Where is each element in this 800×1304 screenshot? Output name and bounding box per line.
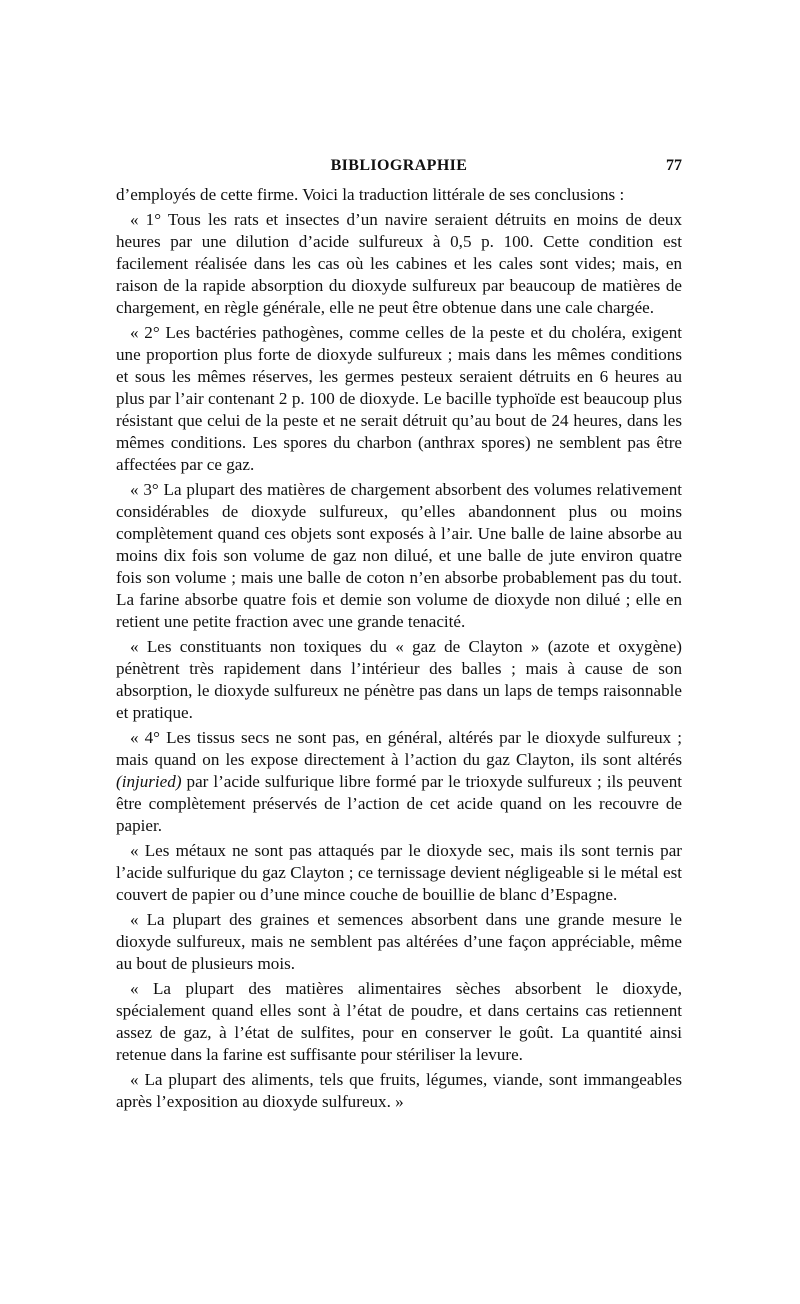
paragraph-fresh-foods: « La plupart des aliments, tels que fruits, légumes, viande, sont immangeables après l’exposition au dioxyde sulfureux. » — [116, 1070, 682, 1111]
paragraph-conclusion-4-after: par l’acide sulfurique libre formé par le trioxyde sulfureux ; ils peuvent être complètement préservés de l’action de cet acide quand on les recouvre de papier. — [116, 772, 682, 835]
page-number: 77 — [666, 157, 682, 174]
paragraph-conclusion-4 — [116, 727, 682, 837]
injuried-emphasis: (injuried) — [116, 772, 182, 791]
paragraph-conclusion-1: « 1° Tous les rats et insectes d’un navire seraient détruits en moins de deux heures par une dilution d’acide sulfureux à 0,5 p. 100. Cette condition est facilement réalisée dans les cas où les cabines et les cales sont vides; mais, en raison de la rapide absorption du dioxyde sulfureux par beaucoup de matières de chargement, en règle générale, elle ne peut être obtenue dans une cale chargée. — [116, 210, 682, 317]
running-head — [116, 157, 682, 179]
running-title: BIBLIOGRAPHIE — [330, 157, 468, 174]
paragraph-seeds: « La plupart des graines et semences absorbent dans une grande mesure le dioxyde sulfureux, mais ne semblent pas altérées d’une façon appréciable, même au bout de plusieurs mois. — [116, 910, 682, 973]
body-text — [116, 184, 682, 1116]
paragraph-metals: « Les métaux ne sont pas attaqués par le dioxyde sec, mais ils sont ternis par l’acide sulfurique du gaz Clayton ; ce ternissage devient négligeable si le métal est couvert de papier ou d’une mince couche de bouillie de blanc d’Espagne. — [116, 841, 682, 904]
paragraph-nontoxic-constituents: « Les constituants non toxiques du « gaz de Clayton » (azote et oxygène) pénètrent très rapidement dans l’intérieur des balles ; mais à cause de son absorption, le dioxyde sulfureux ne pénètre pas dans un laps de temps raisonnable et pratique. — [116, 637, 682, 722]
paragraph-continuation: d’employés de cette firme. Voici la traduction littérale de ses conclusions : — [116, 185, 625, 204]
paragraph-conclusion-2: « 2° Les bactéries pathogènes, comme celles de la peste et du choléra, exigent une proportion plus forte de dioxyde sulfureux ; mais dans les mêmes conditions et sous les mêmes réserves, les germes pesteux seraient détruits en 6 heures au plus par l’air contenant 2 p. 100 de dioxyde. Le bacille typhoïde est beaucoup plus résistant que celui de la peste et ne serait détruit qu’au bout de 24 heures, dans les mêmes conditions. Les spores du charbon (anthrax spores) ne semblent pas être affectées par ce gaz. — [116, 323, 682, 474]
paragraph-dry-foods: « La plupart des matières alimentaires sèches absorbent le dioxyde, spécialement quand elles sont à l’état de poudre, et dans certains cas retiennent assez de gaz, à l’état de sulfites, pour en conserver le goût. La quantité ainsi retenue dans la farine est suffisante pour stériliser la levure. — [116, 979, 682, 1064]
paragraph-conclusion-4-before: « 4° Les tissus secs ne sont pas, en général, altérés par le dioxyde sulfureux ; mais quand on les expose directement à l’action du gaz Clayton, ils sont altérés — [116, 728, 682, 769]
paragraph-conclusion-3: « 3° La plupart des matières de chargement absorbent des volumes relativement considérables de dioxyde sulfureux, qu’elles abandonnent plus ou moins complètement quand ces objets sont exposés à l’air. Une balle de laine absorbe au moins dix fois son volume de gaz non dilué, et une balle de jute environ quatre fois son volume ; mais une balle de coton n’en absorbe probablement pas du tout. La farine absorbe quatre fois et demie son volume de dioxyde non dilué ; elle en retient une petite fraction avec une grande tenacité. — [116, 480, 682, 631]
